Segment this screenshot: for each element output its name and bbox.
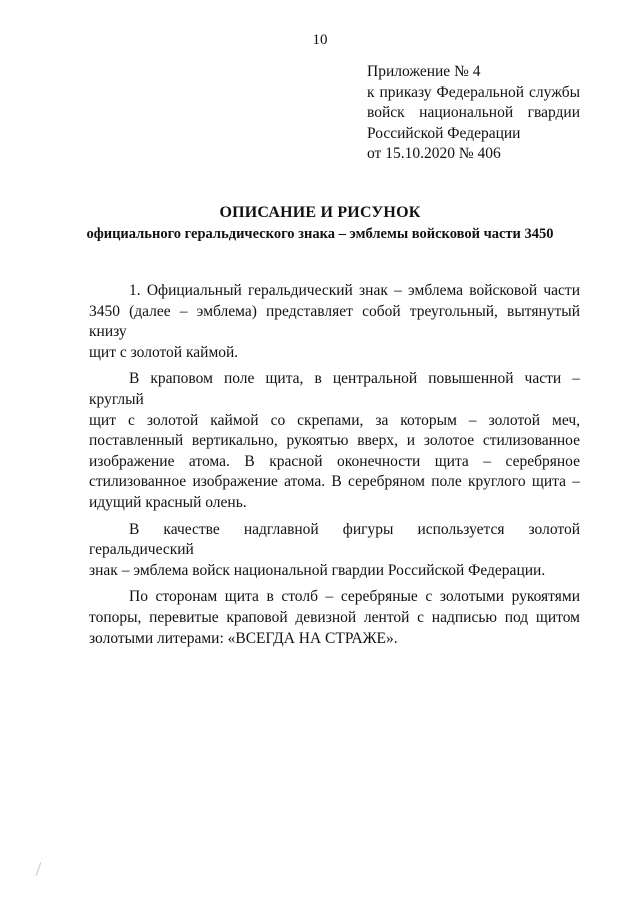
- paragraph-line: 3450 (далее – эмблема) представляет собой треугольный, вытянутый книзу: [89, 302, 580, 341]
- scan-mark: [36, 862, 42, 875]
- page-number: 10: [312, 32, 328, 48]
- document-subtitle: официального геральдического знака – эмблемы войсковой части 3450: [86, 226, 554, 242]
- paragraph-line: стилизованное изображение атома. В серебряном поле круглого щита –: [89, 473, 580, 491]
- paragraph-line: По сторонам щита в столб – серебряные с золотыми рукоятями: [129, 588, 580, 606]
- paragraph-line: идущий красный олень.: [89, 493, 247, 511]
- paragraph: [89, 369, 580, 513]
- paragraph: [89, 587, 580, 649]
- paragraph-line: В качестве надглавной фигуры используется золотой геральдический: [89, 520, 580, 559]
- paragraph-line: золотыми литерами: «ВСЕГДА НА СТРАЖЕ».: [89, 629, 398, 647]
- paragraph-line: знак – эмблема войск национальной гвардии Российской Федерации.: [89, 561, 546, 579]
- paragraph: [89, 281, 580, 363]
- paragraph-line: поставленный вертикально, рукоятью вверх, и золотое стилизованное: [89, 432, 580, 450]
- document-body: [89, 281, 580, 655]
- appendix-line: Российской Федерации: [367, 124, 521, 142]
- paragraph-line: щит с золотой каймой со скрепами, за которым – золотой меч,: [89, 411, 580, 429]
- paragraph-line: В краповом поле щита, в центральной повышенной части – круглый: [89, 370, 580, 408]
- document-title: ОПИСАНИЕ И РИСУНОК: [219, 204, 421, 221]
- paragraph-line: щит с золотой каймой.: [89, 343, 239, 361]
- paragraph-line: изображение атома. В красной оконечности щита – серебряное: [89, 452, 580, 470]
- appendix-line: Приложение № 4: [367, 63, 481, 80]
- paragraph-line: топоры, перевитые краповой девизной лентой с надписью под щитом: [89, 608, 580, 626]
- appendix-block: [367, 62, 580, 165]
- paragraph: [89, 520, 580, 582]
- paragraph-line: 1. Официальный геральдический знак – эмблема войсковой части: [129, 282, 580, 299]
- appendix-line: к приказу Федеральной службы: [367, 83, 580, 101]
- appendix-line: от 15.10.2020 № 406: [367, 145, 501, 162]
- appendix-line: войск национальной гвардии: [367, 104, 580, 121]
